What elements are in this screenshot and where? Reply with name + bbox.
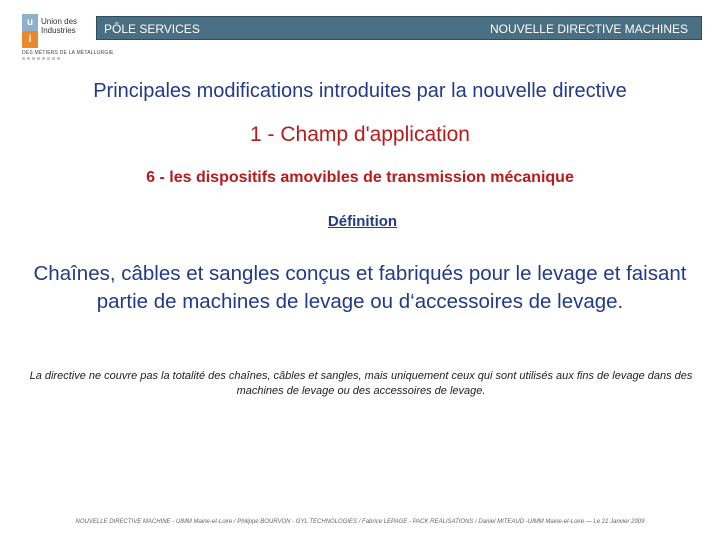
definition-text: Chaînes, câbles et sangles conçus et fabriqués pour le levage et faisant partie de machines de levage ou d‘accessoires de levage. <box>33 262 687 313</box>
header-left-label: PÔLE SERVICES <box>104 22 200 36</box>
subsection-title: 6 - les dispositifs amovibles de transmission mécanique <box>146 169 574 186</box>
scope-note: La directive ne couvre pas la totalité des chaînes, câbles et sangles, mais uniquement ceux qui sont utilisés aux fins de levage dans des machines de levage ou des accessoires de levage. <box>29 370 693 397</box>
logo-mark <box>22 14 38 48</box>
slide-subtitle: Principales modifications introduites par la nouvelle directive <box>93 80 627 102</box>
logo-name: Union des Industries <box>41 17 78 35</box>
logo-underline <box>22 57 62 60</box>
section-title: 1 - Champ d'application <box>250 123 470 146</box>
footer-credits: NOUVELLE DIRECTIVE MACHINE - UIMM Maine-et-Loire / Philippe BOURVON - GYL TECHNOLOGIES / Fabrice LEPAGE - PACK REALISATIONS / Daniel MITEAUD -UIMM Maine-et-Loire — Le 21 Janvier 2009 <box>75 519 645 525</box>
header-bar <box>96 16 702 40</box>
logo-tagline: DES MÉTIERS DE LA MÉTALLURGIE <box>22 50 114 56</box>
logo-letter-top: u <box>26 17 34 28</box>
logo-letter-bottom: i <box>28 34 32 45</box>
definition-heading: Définition <box>327 213 398 230</box>
uimm-logo <box>22 14 114 62</box>
header-right-label: NOUVELLE DIRECTIVE MACHINES <box>489 22 688 36</box>
